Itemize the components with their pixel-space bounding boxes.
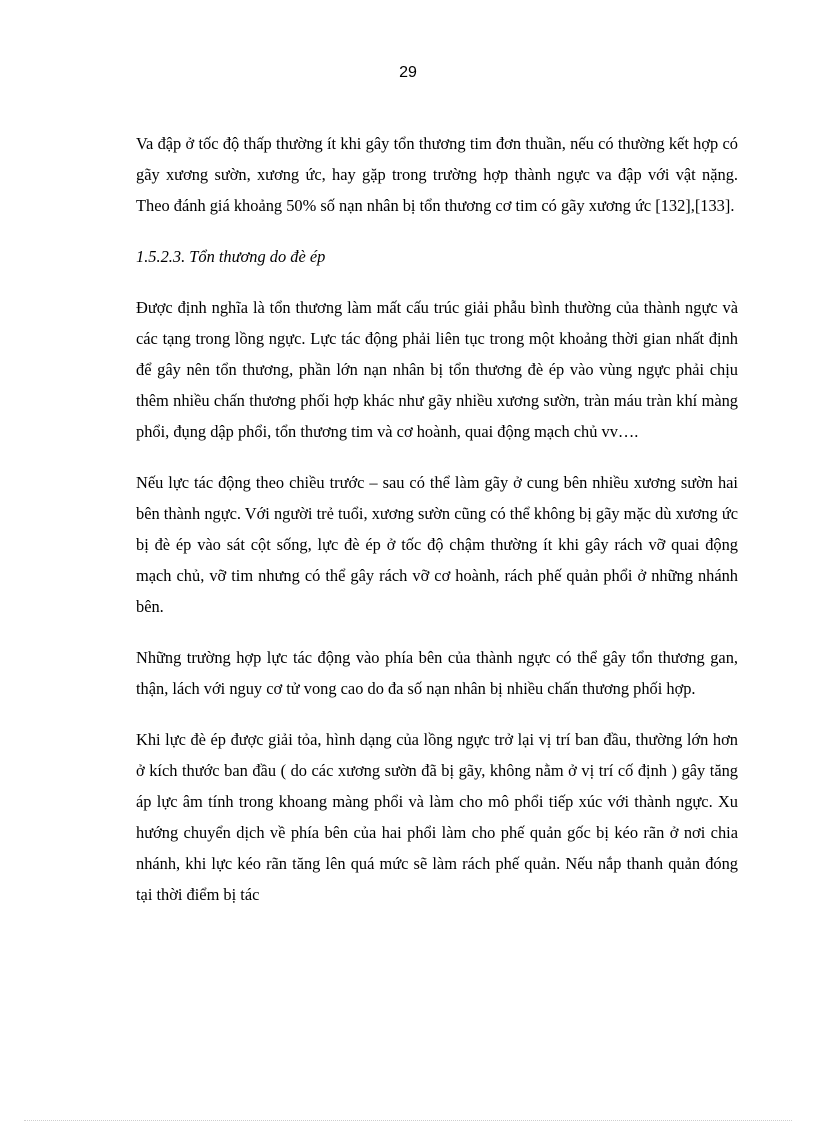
- paragraph-4: Những trường hợp lực tác động vào phía bên của thành ngực có thể gây tổn thương gan, thận, lách với nguy cơ tử vong cao do đa số nạn nhân bị nhiều chấn thương phối hợp.: [136, 648, 738, 698]
- page-number: 29: [399, 64, 417, 81]
- body-text: [136, 128, 738, 930]
- paragraph-3: Nếu lực tác động theo chiều trước – sau có thể làm gãy ở cung bên nhiều xương sườn hai bên thành ngực. Với người trẻ tuổi, xương sườn cũng có thể không bị gãy mặc dù xương ức bị đè ép vào sát cột sống, lực đè ép ở tốc độ chậm thường ít khi gây rách vỡ quai động mạch chủ, vỡ tim nhưng có thể gây rách vỡ cơ hoành, rách phế quản phổi ở những nhánh bên.: [136, 473, 738, 616]
- section-heading: 1.5.2.3. Tổn thương do đè ép: [136, 247, 326, 266]
- paragraph-5: Khi lực đè ép được giải tỏa, hình dạng của lồng ngực trở lại vị trí ban đầu, thường lớn hơn ở kích thước ban đầu ( do các xương sườn đã bị gãy, không nằm ở vị trí cố định ) gây tăng áp lực âm tính trong khoang màng phổi và làm cho mô phổi tiếp xúc với thành ngực. Xu hướng chuyển dịch về phía bên của hai phổi làm cho phế quản gốc bị kéo rãn ở nơi chia nhánh, khi lực kéo rãn tăng lên quá mức sẽ làm rách phế quản. Nếu nắp thanh quản đóng tại thời điểm bị tác: [136, 730, 738, 904]
- page-bottom-rule: [24, 1120, 792, 1121]
- paragraph-1: Va đập ở tốc độ thấp thường ít khi gây tổn thương tim đơn thuần, nếu có thường kết hợp có gãy xương sườn, xương ức, hay gặp trong trường hợp thành ngực va đập với vật nặng. Theo đánh giá khoảng 50% số nạn nhân bị tổn thương cơ tim có gãy xương ức [132],[133].: [136, 134, 738, 215]
- paragraph-2: Được định nghĩa là tổn thương làm mất cấu trúc giải phẫu bình thường của thành ngực và các tạng trong lồng ngực. Lực tác động phải liên tục trong một khoảng thời gian nhất định để gây nên tổn thương, phần lớn nạn nhân bị tổn thương đè ép vào vùng ngực phải chịu thêm nhiều chấn thương phối hợp khác như gãy nhiều xương sườn, tràn máu tràn khí màng phổi, đụng dập phổi, tổn thương tim và cơ hoành, quai động mạch chủ vv….: [136, 298, 738, 441]
